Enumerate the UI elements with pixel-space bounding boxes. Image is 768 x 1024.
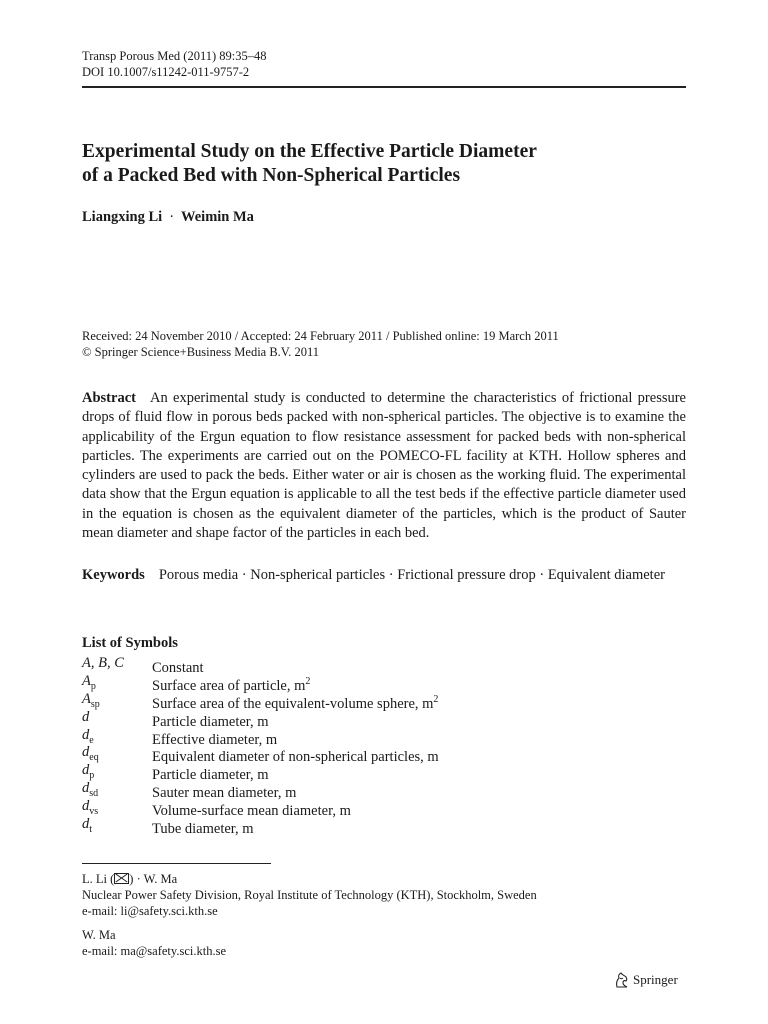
author-separator: · [169, 209, 175, 225]
author-first: Liangxing Li [82, 209, 163, 225]
symbol-description: Effective diameter, m [152, 731, 278, 748]
symbol-row [82, 672, 439, 694]
symbols-heading: List of Symbols [82, 635, 178, 651]
symbol-description: Particle diameter, m [152, 713, 269, 730]
footnote-rule [82, 863, 271, 864]
abstract-heading: Abstract [82, 390, 136, 406]
symbol-row [82, 690, 439, 712]
symbol: d [82, 708, 90, 725]
springer-logo [614, 972, 678, 988]
abstract [82, 389, 686, 543]
publisher-name: Springer [633, 972, 678, 987]
symbol: $A_p$ [82, 672, 96, 692]
symbol: $d_{sd}$ [82, 780, 99, 800]
title-line-2: of a Packed Bed with Non-Spherical Particles [82, 165, 461, 186]
doi: DOI 10.1007/s11242-011-9757-2 [82, 65, 250, 79]
symbol-row [82, 726, 439, 748]
symbol-description: Surface area of the equivalent-volume sphere, $m^2$ [152, 693, 439, 712]
copyright: © Springer Science+Business Media B.V. 2011 [82, 345, 320, 359]
date-history: Received: 24 November 2010 / Accepted: 24 February 2011 / Published online: 19 March 2011 [82, 329, 559, 343]
symbol-row [82, 744, 439, 766]
symbol-row [82, 780, 439, 802]
symbol-row [82, 655, 439, 676]
symbol: $d_e$ [82, 726, 94, 746]
article-title [82, 140, 537, 188]
affiliation: Nuclear Power Safety Division, Royal Institute of Technology (KTH), Stockholm, Sweden [82, 888, 537, 902]
symbol: $d_{eq}$ [82, 744, 99, 764]
title-line-1: Experimental Study on the Effective Particle Diameter [82, 141, 537, 162]
footnote-authors: L. Li ( ) · W. Ma [82, 872, 178, 886]
symbol: $d_p$ [82, 762, 95, 782]
footnote-name-ma: W. Ma [82, 928, 116, 942]
email-ma[interactable]: e-mail: ma@safety.sci.kth.se [82, 944, 226, 958]
symbol-description: Tube diameter, m [152, 820, 254, 837]
symbol-description: Sauter mean diameter, m [152, 785, 297, 802]
symbol-description: Surface area of particle, $m^2$ [152, 675, 311, 694]
author-footnote [82, 871, 537, 959]
symbol: A, B, C [82, 655, 124, 671]
symbol-description: Particle diameter, m [152, 767, 269, 784]
journal-header [82, 48, 267, 80]
symbol: $d_{vs}$ [82, 798, 99, 818]
journal-citation: Transp Porous Med (2011) 89:35–48 [82, 49, 267, 63]
symbol-description: Equivalent diameter of non-spherical particles, m [152, 749, 439, 766]
keywords [82, 566, 686, 584]
author-second: Weimin Ma [181, 209, 254, 225]
symbol: $d_t$ [82, 816, 93, 835]
symbol: $A_{sp}$ [82, 690, 100, 710]
envelope-icon[interactable] [114, 873, 129, 884]
publication-dates [82, 328, 559, 360]
keywords-heading: Keywords [82, 567, 145, 583]
abstract-text: An experimental study is conducted to determine the characteristics of frictional pressure drops of fluid flow in porous beds packed with non-spherical particles. The objective is to examine the applicability of the Ergun equation to flow resistance assessment for packed beds with non-spherical particles. The experiments are carried out on the POMECO-FL facility at KTH. Hollow spheres and cylinders are used to pack the beds. Either water or air is chosen as the working fluid. The experimental data show that the Ergun equation is applicable to all the test beds if the effective particle diameter used in the equation is chosen as the equivalent diameter of the particles, which is the product of Sauter mean diameter and shape factor of the particles in each bed. [82, 390, 686, 542]
header-rule [82, 86, 686, 88]
symbol-description: Volume-surface mean diameter, m [152, 802, 351, 819]
symbol-row [82, 798, 439, 819]
keywords-text: Porous media · Non-spherical particles · Frictional pressure drop · Equivalent diameter [158, 567, 665, 583]
springer-horse-icon [614, 972, 629, 988]
author-list [82, 209, 254, 226]
symbol-description: Constant [152, 659, 204, 676]
symbols-list [82, 655, 439, 837]
email-li[interactable]: e-mail: li@safety.sci.kth.se [82, 904, 218, 918]
